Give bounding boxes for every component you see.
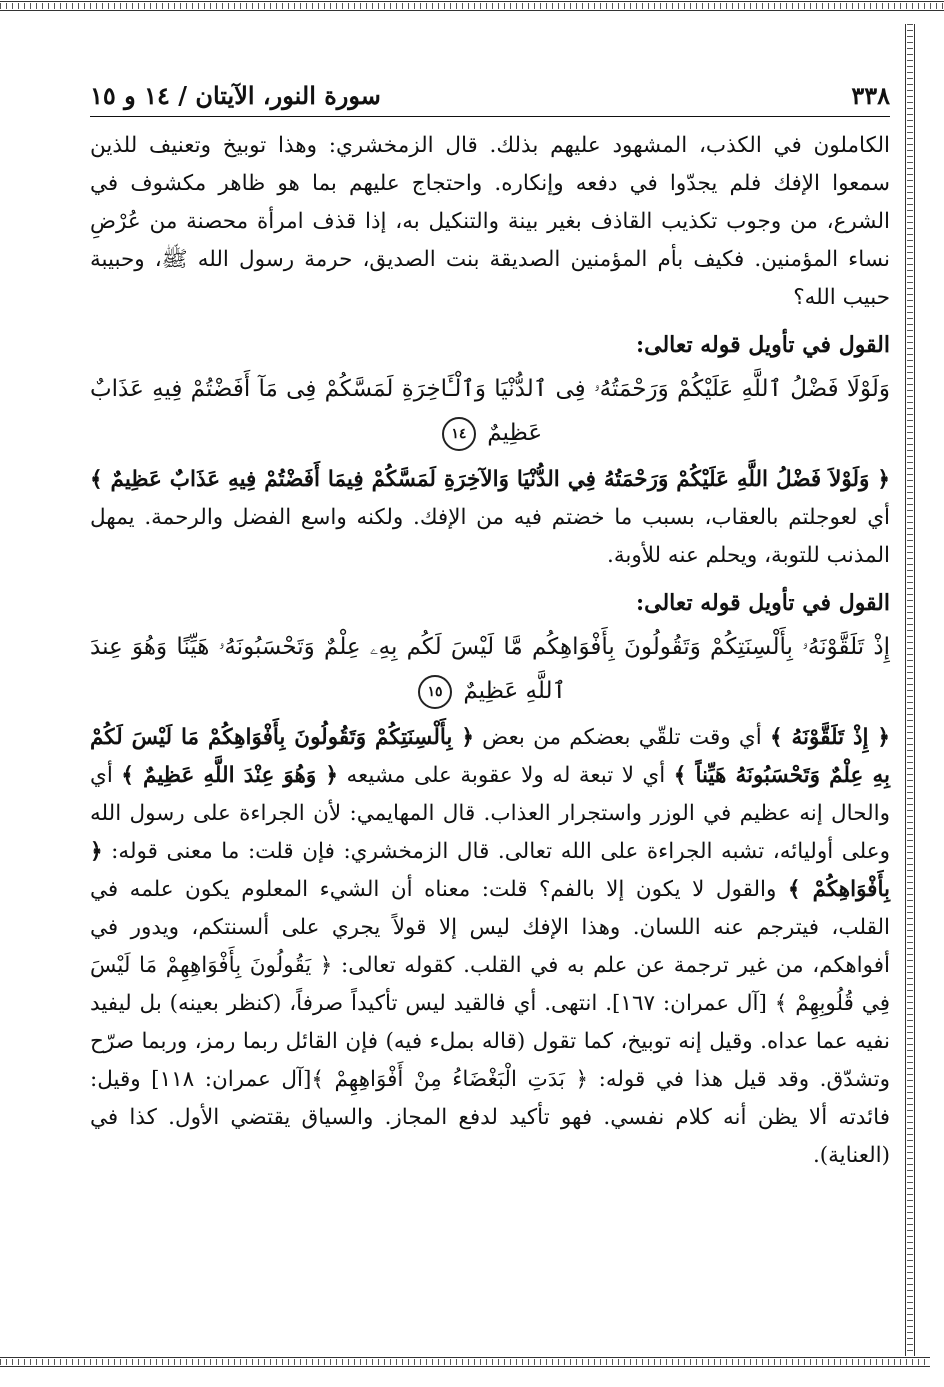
- quran-quote-15-c: ﴿ وَهُوَ عِنْدَ اللَّهِ عَظِيمٌ ﴾: [121, 763, 338, 788]
- section-heading-14: القول في تأويل قوله تعالى:: [636, 332, 890, 358]
- verse-15-line-1: إِذْ تَلَقَّوْنَهُۥ بِأَلْسِنَتِكُمْ وَتَقُولُونَ بِأَفْوَاهِكُم مَّا لَيْسَ لَكُم بِهِۦ عِلْمٌ وَتَحْسَبُونَهُۥ هَيِّنًا وَهُوَ عِندَ: [90, 634, 890, 660]
- commentary-15-d: والقول لا يكون إلا بالفم؟ قلت: معناه أن الشيء المعلوم يكون علمه في القلب، فيترجم عنه اللسان. وهذا الإفك ليس إلا قولاً يجري على ألسنتكم، ويدور في أفواهكم، من غير ترجمة عن علم به في القلب. كقوله تعالى:: [90, 877, 890, 978]
- commentary-15-b: أي لا تبعة له ولا عقوبة على مشيعه: [337, 763, 674, 788]
- page-header: [90, 70, 890, 110]
- paragraph-commentary-15: [90, 719, 890, 1175]
- verse-14-line-1: وَلَوْلَا فَضْلُ ٱللَّهِ عَلَيْكُمْ وَرَحْمَتُهُۥ فِى ٱلدُّنْيَا وَٱلْـَٔاخِرَةِ لَمَسَّكُمْ فِى مَآ أَفَضْتُمْ فِيهِ عَذَابٌ: [90, 376, 890, 402]
- header-rule: [90, 116, 890, 117]
- commentary-14-text: أي لعوجلتم بالعقاب، بسبب ما خضتم فيه من الإفك. ولكنه واسع الفضل والرحمة. يمهل المذنب للتوبة، ويحلم عنه للأوبة.: [90, 505, 890, 568]
- quran-quote-15-e: ﴿ يَقُولُونَ بِأَفْوَاهِهِمْ مَا لَيْسَ فِي قُلُوبِهِمْ ﴾: [90, 953, 890, 1016]
- paragraph-commentary-14: [90, 461, 890, 575]
- commentary-15-a: أي وقت تلقّي بعضكم من بعض: [473, 725, 770, 750]
- quran-quote-15-b: ﴿ بِأَلْسِنَتِكُمْ وَتَقُولُونَ بِأَفْوَاهِكُمْ مَا لَيْسَ لَكُمْ بِهِ عِلْمٌ وَتَحْسَبُونَهُ هَيِّناً ﴾: [90, 725, 890, 788]
- verse-block-14: [90, 367, 890, 455]
- ayah-number-14-icon: ١٤: [442, 417, 476, 451]
- page-title: سورة النور، الآيتان / ١٤ و ١٥: [90, 81, 381, 110]
- ayah-number-15-icon: ١٥: [418, 675, 452, 709]
- verse-15-line-2: [90, 669, 890, 713]
- commentary-15-c: أي والحال إنه عظيم في الوزر واستجرار العذاب. قال المهايمي: لأن الجراءة على رسول الله وعلى أوليائه، تشبه الجراءة على الله تعالى. قال الزمخشري: فإن قلت: ما معنى قوله:: [90, 763, 890, 864]
- right-ornamental-border: [904, 24, 916, 1368]
- top-ornamental-border: [0, 0, 944, 12]
- verse-14-line-2-text: عَظِيمٌ: [487, 420, 543, 446]
- page-content: [90, 70, 890, 1340]
- paragraph-intro: الكاملون في الكذب، المشهود عليهم بذلك. قال الزمخشري: وهذا توبيخ وتعنيف للذين سمعوا الإفك فلم يجدّوا في دفعه وإنكاره. واحتجاج عليهم بما هو ظاهر مكشوف في الشرع، من وجوب تكذيب القاذف بغير بينة والتنكيل به، إذا قذف امرأة محصنة من عُرْضِ نساء المؤمنين. فكيف بأم المؤمنين الصديقة بنت الصديق، حرمة رسول الله ﷺ، وحبيبة حبيب الله؟: [90, 133, 890, 310]
- page-number: ٣٣٨: [851, 81, 890, 110]
- verse-block-15: [90, 625, 890, 713]
- quran-quote-14: ﴿ وَلَوْلاَ فَضْلُ اللَّهِ عَلَيْكُمْ وَرَحْمَتُهُ فِي الدُّنْيَا وَالآخِرَةِ لَمَسَّكُمْ فِيمَا أَفَضْتُمْ فِيهِ عَذَابٌ عَظِيمٌ ﴾: [90, 467, 890, 492]
- commentary-15-e: [آل عمران: ١٦٧]. انتهى. أي فالقيد ليس تأكيداً صرفاً، (كنظر بعينه) بل ليفيد نفيه عما عداه. وقيل إنه توبيخ، كما تقول (قاله بملء فيه) فإن القائل ربما رمز، وربما صرّح وتشدّق. وقد قيل هذا في قوله:: [90, 991, 890, 1092]
- section-heading-15: القول في تأويل قوله تعالى:: [636, 590, 890, 616]
- quran-quote-15-d: ﴿ بِأَفْوَاهِكُمْ ﴾: [90, 839, 890, 902]
- bottom-ornamental-border: [0, 1356, 930, 1368]
- verse-14-line-2: [90, 411, 890, 455]
- quran-quote-15-a: ﴿ إِذْ تَلَقَّوْنَهُ ﴾: [769, 725, 891, 750]
- verse-15-line-2-text: ٱللَّهِ عَظِيمٌ: [463, 678, 566, 704]
- commentary-15-f: [آل عمران: ١١٨] وقيل: فائدته ألا يظن أنه كلام نفسي. فهو تأكيد لدفع المجاز. والسياق يقتضي الأول. كذا في (العناية).: [90, 1067, 890, 1168]
- quran-quote-15-f: ﴿ بَدَتِ الْبَغْضَاءُ مِنْ أَفْوَاهِهِمْ ﴾: [311, 1067, 589, 1092]
